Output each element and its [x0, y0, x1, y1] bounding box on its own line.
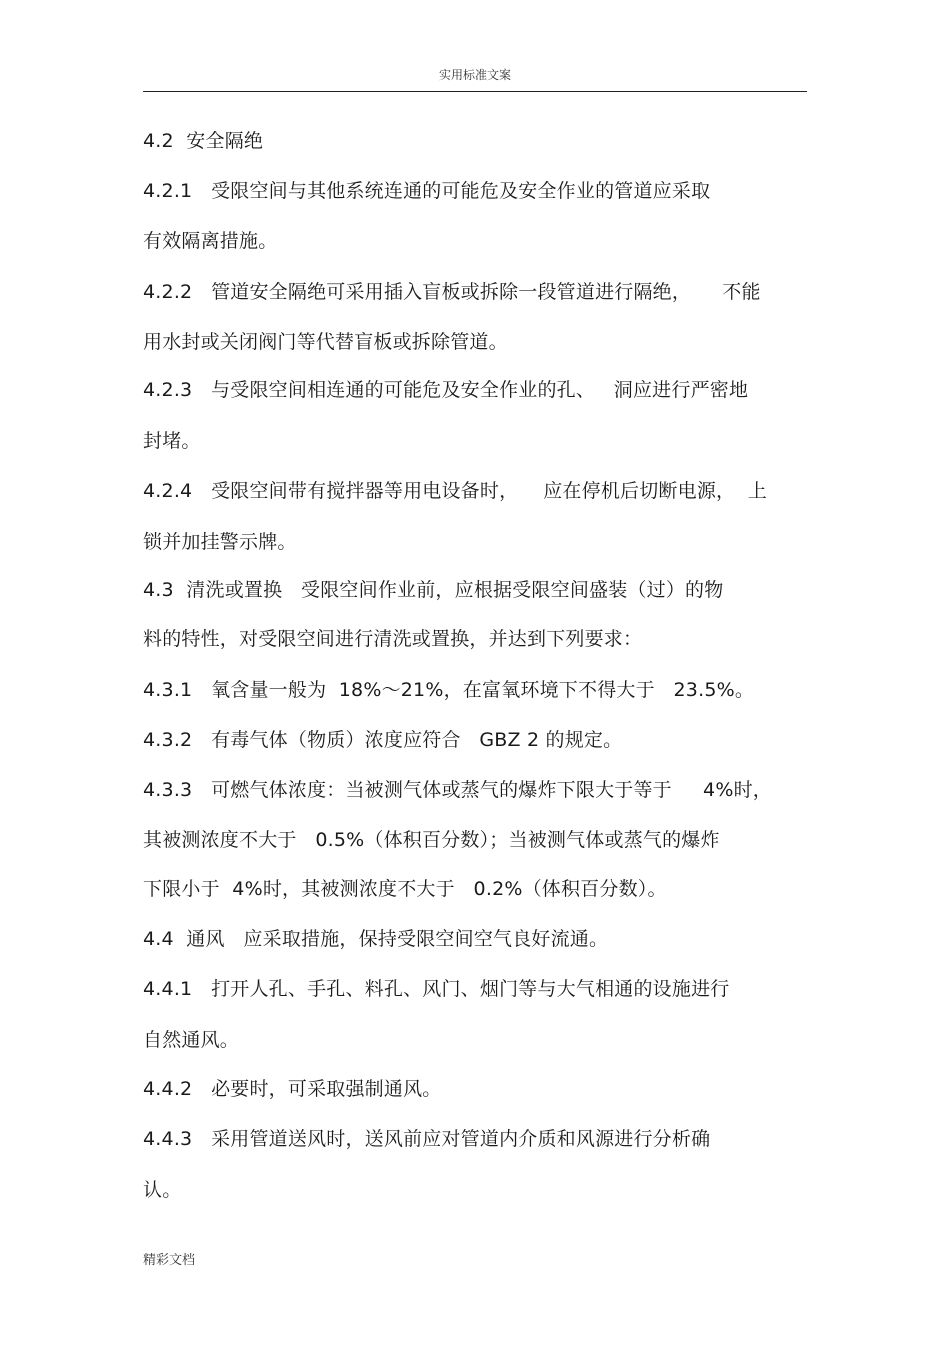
paragraph-line: 用水封或关闭阀门等代替盲板或拆除管道。	[143, 331, 508, 353]
paragraph-line: 4.2.4 受限空间带有搅拌器等用电设备时， 应在停机后切断电源， 上	[143, 480, 767, 502]
page-footer: 精彩文档	[143, 1253, 196, 1268]
paragraph-line: 料的特性，对受限空间进行清洗或置换，并达到下列要求：	[143, 628, 643, 650]
section-heading-4-4: 4.4 通风 应采取措施，保持受限空间空气良好流通。	[143, 928, 609, 950]
paragraph-line: 4.2.3 与受限空间相连通的可能危及安全作业的孔、 洞应进行严密地	[143, 379, 749, 401]
paragraph-line: 4.4.3 采用管道送风时，送风前应对管道内介质和风源进行分析确	[143, 1128, 711, 1150]
paragraph-line: 自然通风。	[143, 1029, 240, 1051]
paragraph-line: 4.4.2 必要时，可采取强制通风。	[143, 1078, 442, 1100]
paragraph-line: 4.3.3 可燃气体浓度：当被测气体或蒸气的爆炸下限大于等于 4%时，	[143, 779, 773, 801]
paragraph-line: 4.3.1 氧含量一般为 18%～21%，在富氧环境下不得大于 23.5%。	[143, 679, 755, 701]
header-divider	[143, 91, 807, 92]
section-heading-4-3: 4.3 清洗或置换 受限空间作业前，应根据受限空间盛装（过）的物	[143, 579, 724, 601]
page-header: 实用标准文案	[438, 68, 511, 82]
paragraph-line: 4.4.1 打开人孔、手孔、料孔、风门、烟门等与大气相通的设施进行	[143, 978, 730, 1000]
paragraph-line: 认。	[143, 1179, 182, 1201]
paragraph-line: 4.2.1 受限空间与其他系统连通的可能危及安全作业的管道应采取	[143, 180, 711, 202]
paragraph-line: 4.3.2 有毒气体（物质）浓度应符合 GBZ 2 的规定。	[143, 729, 623, 751]
paragraph-line: 封堵。	[143, 430, 201, 452]
section-heading-4-2: 4.2 安全隔绝	[143, 130, 264, 152]
paragraph-line: 有效隔离措施。	[143, 230, 278, 252]
paragraph-line: 下限小于 4%时，其被测浓度不大于 0.2%（体积百分数）。	[143, 878, 667, 900]
paragraph-line: 其被测浓度不大于 0.5%（体积百分数）；当被测气体或蒸气的爆炸	[143, 829, 720, 851]
paragraph-line: 锁并加挂警示牌。	[143, 531, 297, 553]
paragraph-line: 4.2.2 管道安全隔绝可采用插入盲板或拆除一段管道进行隔绝， 不能	[143, 281, 761, 303]
